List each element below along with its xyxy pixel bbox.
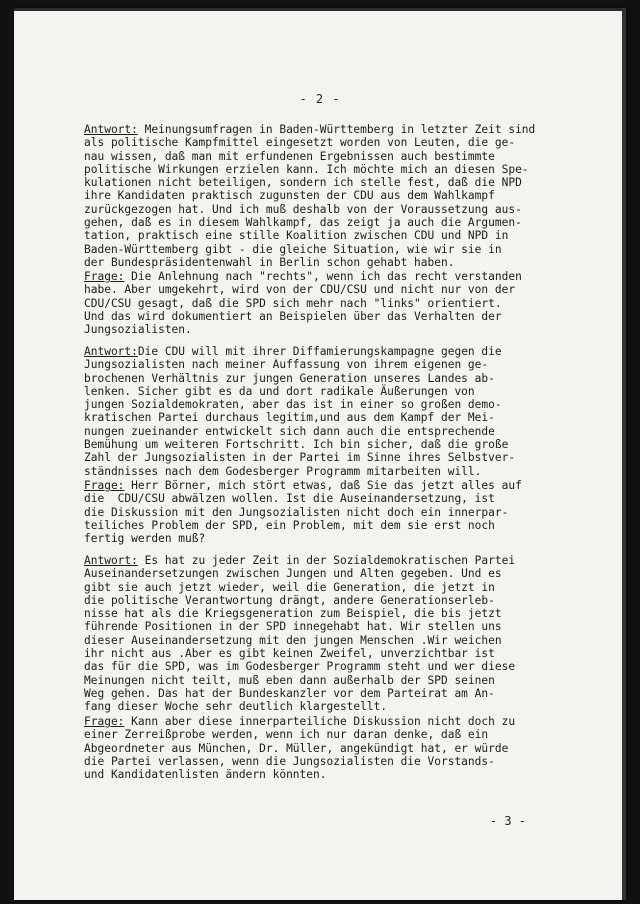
document-page [14,8,626,900]
speaker-label: Antwort: [84,123,138,136]
text-line: ihre Kandidaten praktisch zugunsten der CDU aus dem Wahlkampf [84,189,495,203]
text-line: dieser Auseinandersetzung mit den jungen Menschen .Wir weichen [84,633,502,647]
answer-block-3 [84,554,584,714]
text-line: das für die SPD, was im Godesberger Programm steht und wer diese [84,660,516,674]
text-line: habe. Aber umgekehrt, wird von der CDU/CSU und nicht nur von der [84,283,516,297]
text-line: Antwort:Die CDU will mit ihrer Diffamierungskampagne gegen die [84,345,502,358]
speaker-label: Frage: [84,270,125,283]
text-line: tation, praktisch eine stille Koalition zwischen CDU und NPD in [84,229,509,243]
text-line: nisse hat als die Kriegsgeneration zum Beispiel, die bis jetzt [84,607,502,621]
text-line: gehen, daß es in diesem Wahlkampf, das zeigt ja auch die Argumen- [84,216,522,230]
text-line: Antwort: Meinungsumfragen in Baden-Württemberg in letzter Zeit sind [84,123,536,136]
text-line: ständnisses nach dem Godesberger Programm mitarbeiten will. [84,464,482,478]
text-line: kulationen nicht beteiligen, sondern ich stelle fest, daß die NPD [84,176,522,190]
text-line: jungen Sozialdemokraten, aber das ist in einer so großen demo- [84,398,502,412]
text-line: Frage: Die Anlehnung nach "rechts", wenn ich das recht verstanden [84,270,522,283]
text-line: nungen zueinander entwickelt sich dann auch die entsprechende [84,424,495,438]
text-line: Antwort: Es hat zu jeder Zeit in der Sozialdemokratischen Partei [84,554,516,567]
text-line: die politische Verantwortung drängt, andere Generationserleb- [84,593,495,607]
text-line: Und das wird dokumentiert an Beispielen über das Verhalten der [84,309,502,323]
text-line: Zahl der Jungsozialisten in der Partei im Sinne ihres Selbstver- [84,451,516,465]
text-line: führende Positionen in der SPD innegehabt hat. Wir stellen uns [84,620,502,634]
text-line: Meinungen nicht teilt, muß eben dann außerhalb der SPD seinen [84,673,495,687]
text-line: Frage: Kann aber diese innerparteiliche Diskussion nicht doch zu [84,715,516,728]
text-line: Bemühung um weiteren Fortschritt. Ich bin sicher, daß die große [84,438,509,452]
speaker-label: Frage: [84,715,125,728]
question-block-3 [84,715,584,781]
text-line: Baden-Württemberg gibt - die gleiche Situation, wie wir sie in [84,242,502,256]
page-top-edge [14,8,626,11]
speaker-label: Frage: [84,479,125,492]
page-right-edge [622,8,626,900]
text-line: fertig werden muß? [84,532,206,546]
text-line: nau wissen, daß man mit erfundenen Ergebnissen auch bestimmte [84,149,495,163]
text-line: einer Zerreißprobe werden, wenn ich nur daran denke, daß ein [84,728,489,742]
text-line: als politische Kampfmittel eingesetzt worden von Leuten, die ge- [84,136,516,150]
answer-block-1 [84,123,584,269]
text-line: kratischen Partei durchaus legitim,und aus dem Kampf der Mei- [84,411,495,425]
text-line: fang dieser Woche sehr deutlich klargestellt. [84,700,388,714]
speaker-label: Antwort: [84,345,138,358]
text-line: Weg gehen. Das hat der Bundeskanzler vor dem Parteirat am An- [84,686,495,700]
text-line: Abgeordneter aus München, Dr. Müller, angekündigt hat, er würde [84,741,509,755]
text-line: die Diskussion mit den Jungsozialisten nicht doch ein innerpar- [84,505,509,519]
text-line: politische Wirkungen erzielen kann. Ich möchte mich an diesen Spe- [84,162,529,176]
text-line: CDU/CSU gesagt, daß die SPD sich mehr nach "links" orientiert. [84,296,502,310]
text-line: Auseinandersetzungen zwischen Jungen und Alten gegeben. Und es [84,567,502,581]
text-line: ihr nicht aus .Aber es gibt keinen Zweifel, unverzichtbar ist [84,647,495,661]
question-block-1 [84,270,584,336]
text-line: lenken. Sicher gibt es da und dort radikale Äußerungen von [84,384,475,398]
question-block-2 [84,479,584,545]
text-line: Jungsozialisten nach meiner Auffassung von ihrem eigenen ge- [84,358,489,372]
text-line: der Bundespräsidentenwahl in Berlin schon gehabt haben. [84,255,455,269]
text-line: teiliches Problem der SPD, ein Problem, mit dem sie erst noch [84,518,495,532]
text-line: zurückgezogen hat. Und ich muß deshalb von der Voraussetzung aus- [84,202,522,216]
text-line: Frage: Herr Börner, mich stört etwas, daß Sie das jetzt alles auf [84,479,522,492]
text-line: die CDU/CSU abwälzen wollen. Ist die Auseinandersetzung, ist [84,492,495,506]
text-line: Jungsozialisten. [84,323,192,337]
next-page-marker: - 3 - [489,814,526,828]
page-number: - 2 - [299,92,341,106]
text-line: gibt sie auch jetzt wieder, weil die Generation, die jetzt in [84,580,495,594]
text-line: und Kandidatenlisten ändern könnten. [84,768,327,782]
speaker-label: Antwort: [84,554,138,567]
answer-block-2 [84,345,584,478]
text-line: die Partei verlassen, wenn die Jungsozialisten die Vorstands- [84,754,495,768]
text-line: brochenen Verhältnis zur jungen Generation unseres Landes ab- [84,371,495,385]
